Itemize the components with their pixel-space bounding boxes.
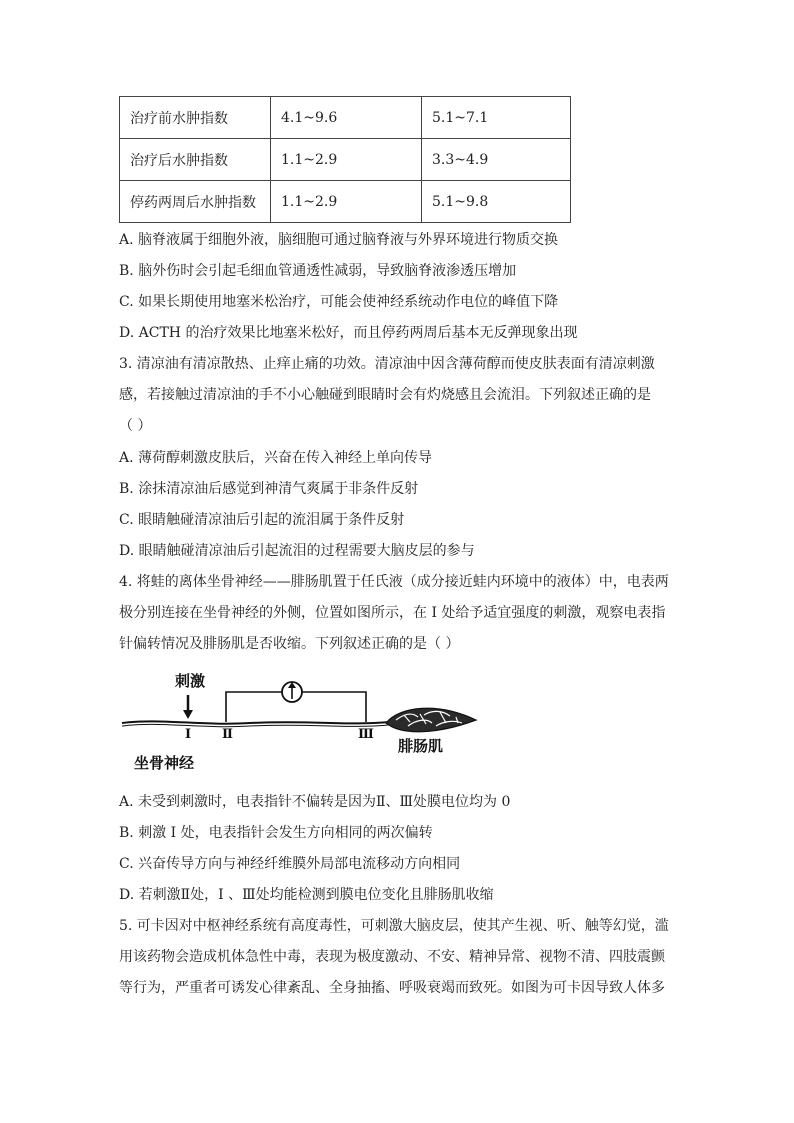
table-cell: 停药两周后水肿指数 <box>120 181 271 223</box>
q4-option-c: C. 兴奋传导方向与神经纤维膜外局部电流移动方向相同 <box>119 856 461 872</box>
q4-stem-line: 极分别连接在坐骨神经的外侧，位置如图所示，在 I 处给予适宜强度的刺激，观察电表指 <box>119 605 666 621</box>
nerve-muscle-figure <box>120 668 490 780</box>
q5-stem-line: 用该药物会造成机体急性中毒，表现为极度激动、不安、精神异常、视物不清、四肢震颤 <box>119 949 665 965</box>
muscle-label: 腓肠肌 <box>398 737 444 755</box>
q2-option-a: A. 脑脊液属于细胞外液，脑细胞可通过脑脊液与外界环境进行物质交换 <box>119 232 559 248</box>
q4-stem-line: 4. 将蛙的离体坐骨神经——腓肠肌置于任氏液（成分接近蛙内环境中的液体）中，电表两 <box>119 574 669 590</box>
edema-index-table <box>119 96 571 223</box>
q2-option-b: B. 脑外伤时会引起毛细血管通透性减弱，导致脑脊液渗透压增加 <box>119 263 517 279</box>
table-cell: 5.1~7.1 <box>422 97 571 139</box>
q3-option-c: C. 眼睛触碰清凉油后引起的流泪属于条件反射 <box>119 512 405 528</box>
q3-option-d: D. 眼睛触碰清凉油后引起流泪的过程需要大脑皮层的参与 <box>119 543 475 559</box>
q4-option-b: B. 刺激 I 处，电表指针会发生方向相同的两次偏转 <box>119 825 433 841</box>
table-cell: 5.1~9.8 <box>422 181 571 223</box>
table-cell: 1.1~2.9 <box>271 181 422 223</box>
sciatic-nerve <box>122 721 388 723</box>
table-row <box>120 97 571 139</box>
table-cell: 治疗前水肿指数 <box>120 97 271 139</box>
q5-stem-line: 等行为，严重者可诱发心律紊乱、全身抽搐、呼吸衰竭而致死。如图为可卡因导致人体多 <box>119 980 665 996</box>
q2-option-c: C. 如果长期使用地塞米松治疗，可能会使神经系统动作电位的峰值下降 <box>119 294 559 310</box>
q5-stem-line: 5. 可卡因对中枢神经系统有高度毒性，可刺激大脑皮层，使其产生视、听、触等幻觉，滥 <box>119 918 669 934</box>
point-3-label: Ⅲ <box>358 727 374 742</box>
q3-option-a: A. 薄荷醇刺激皮肤后，兴奋在传入神经上单向传导 <box>119 450 433 466</box>
stimulus-label: 刺激 <box>175 672 206 690</box>
table-row <box>120 139 571 181</box>
q4-option-d: D. 若刺激Ⅱ处，I 、Ⅲ处均能检测到膜电位变化且腓肠肌收缩 <box>119 887 494 903</box>
table-cell: 治疗后水肿指数 <box>120 139 271 181</box>
nerve-label: 坐骨神经 <box>134 754 195 772</box>
point-2-label: Ⅱ <box>222 727 233 742</box>
table-cell: 1.1~2.9 <box>271 139 422 181</box>
table-cell: 3.3~4.9 <box>422 139 571 181</box>
q4-stem-line: 针偏转情况及腓肠肌是否收缩。下列叙述正确的是（ ） <box>119 636 460 652</box>
table-cell: 4.1~9.6 <box>271 97 422 139</box>
q3-stem-line: 感，若接触过清凉油的手不小心触碰到眼睛时会有灼烧感且会流泪。下列叙述正确的是 <box>119 387 651 403</box>
q4-option-a: A. 未受到刺激时，电表指针不偏转是因为Ⅱ、Ⅲ处膜电位均为 0 <box>119 794 511 810</box>
q3-option-b: B. 涂抹清凉油后感觉到神清气爽属于非条件反射 <box>119 481 419 497</box>
point-1-label: I <box>185 727 192 742</box>
q3-answer-blank: （ ） <box>119 418 152 434</box>
table-row <box>120 181 571 223</box>
galvanometer-icon <box>282 682 302 702</box>
q3-stem-line: 3. 清凉油有清凉散热、止痒止痛的功效。清凉油中因含薄荷醇而使皮肤表面有清凉刺激 <box>119 356 655 372</box>
gastrocnemius-muscle-icon <box>386 708 476 731</box>
q2-option-d: D. ACTH 的治疗效果比地塞米松好，而且停药两周后基本无反弹现象出现 <box>119 325 578 341</box>
